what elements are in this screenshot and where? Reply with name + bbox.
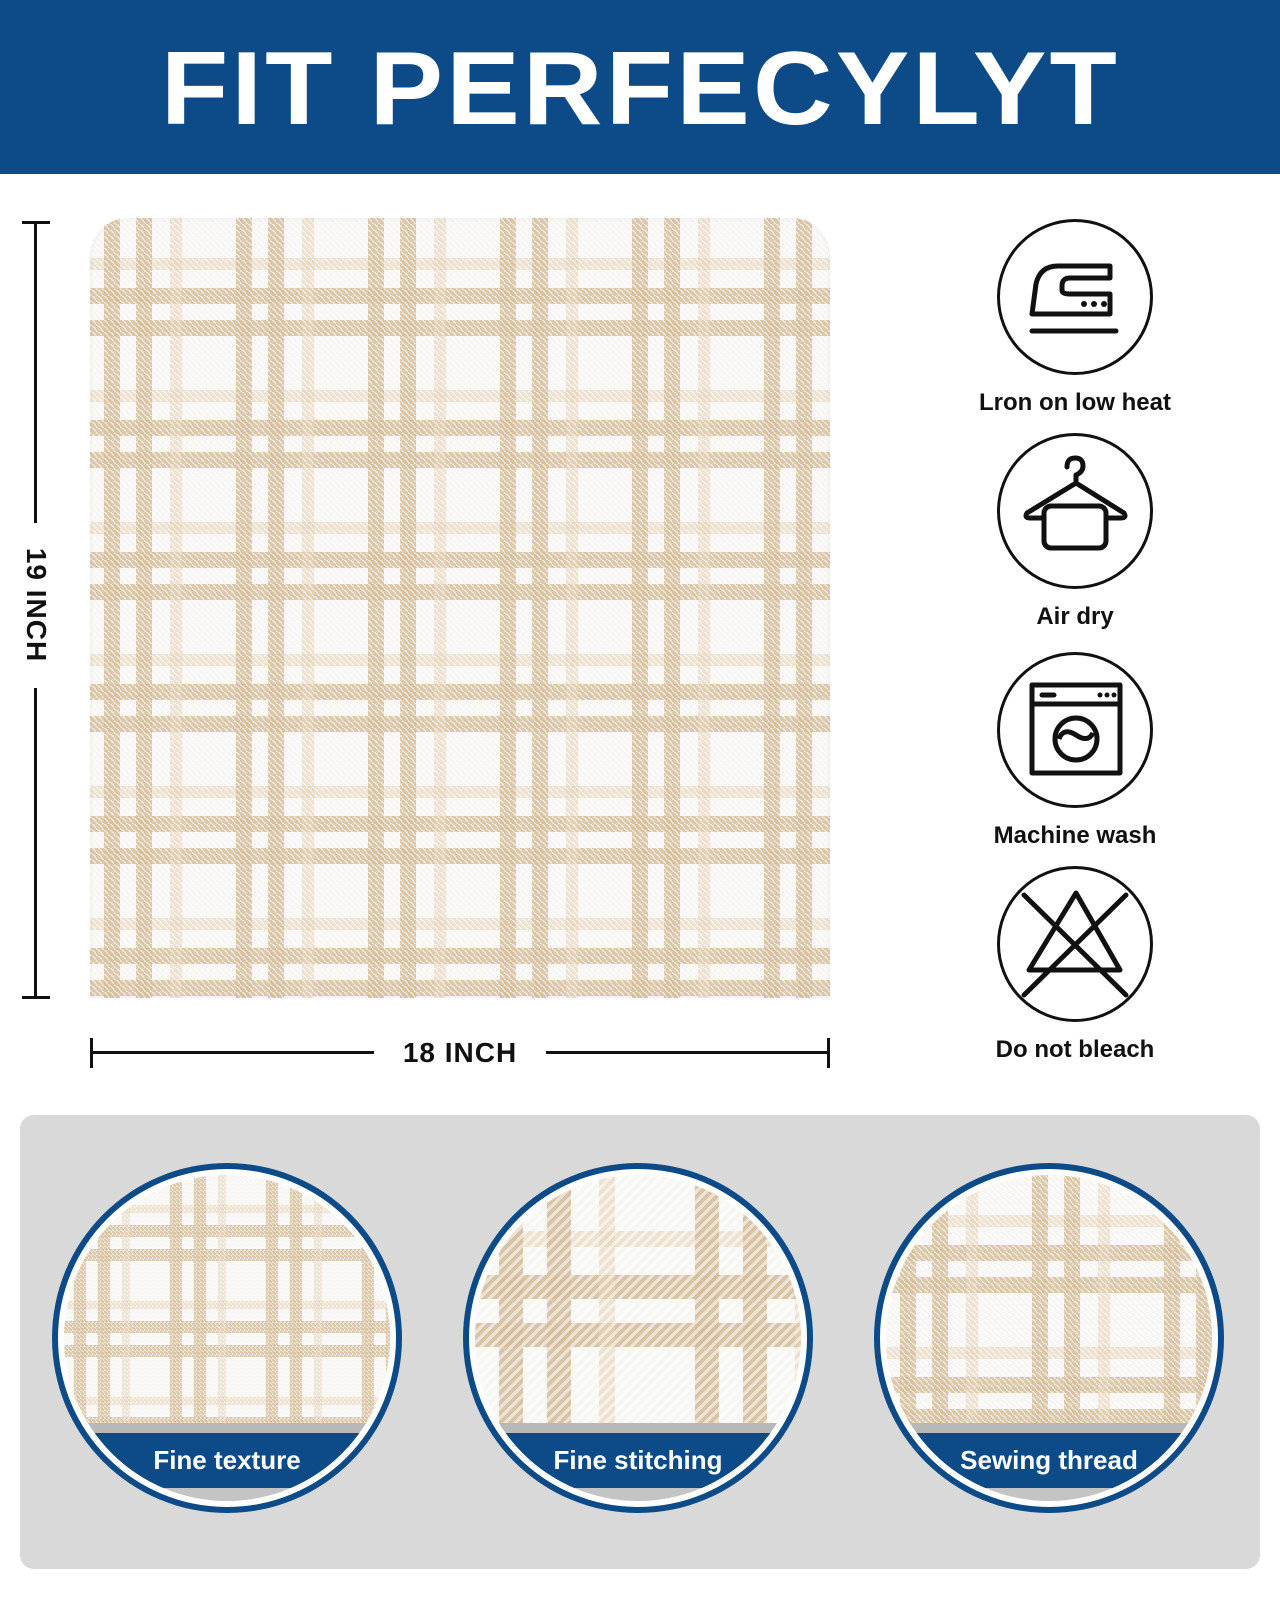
detail-label: Fine texture	[153, 1444, 301, 1475]
fabric-seam	[886, 1423, 1212, 1433]
detail-ring	[880, 1169, 1218, 1507]
detail-label-band	[64, 1433, 390, 1488]
fabric-closeup	[886, 1175, 1212, 1429]
care-item-machine-wash	[940, 652, 1210, 850]
height-dimension	[22, 221, 50, 999]
care-label: Air dry	[1036, 603, 1114, 630]
fabric-underside	[64, 1488, 390, 1501]
care-item-iron	[940, 219, 1210, 417]
no-bleach-icon	[997, 866, 1153, 1022]
dimension-line	[34, 688, 37, 999]
detail-label: Fine stitching	[553, 1444, 723, 1475]
fabric-seam	[64, 1423, 390, 1433]
care-item-no-bleach	[940, 866, 1210, 1064]
care-label: Machine wash	[993, 822, 1157, 849]
detail-label-band	[475, 1433, 801, 1488]
care-item-air-dry	[940, 433, 1210, 631]
detail-fine-texture	[52, 1163, 402, 1513]
dimension-line	[546, 1051, 830, 1054]
width-label: 18 INCH	[402, 1037, 518, 1068]
washing-machine-icon	[997, 652, 1153, 808]
dimension-line	[34, 221, 37, 523]
fabric-closeup	[64, 1175, 390, 1429]
detail-sewing-thread	[874, 1163, 1224, 1513]
width-dimension	[90, 1038, 830, 1068]
detail-photo	[64, 1175, 390, 1501]
fabric-seam	[475, 1423, 801, 1433]
page-title: FIT PERFECYLYT	[160, 31, 1120, 147]
fabric-underside	[475, 1488, 801, 1501]
dimension-cap	[827, 1038, 830, 1068]
iron-icon	[997, 219, 1153, 375]
hanger-icon	[997, 433, 1153, 589]
care-label: Lron on low heat	[979, 389, 1171, 416]
detail-photo	[475, 1175, 801, 1501]
detail-ring	[469, 1169, 807, 1507]
dimension-line	[90, 1051, 374, 1054]
care-label: Do not bleach	[995, 1036, 1155, 1063]
fabric-underside	[886, 1488, 1212, 1501]
detail-fine-stitching	[463, 1163, 813, 1513]
height-label: 19 INCH	[21, 547, 52, 663]
dimension-cap	[22, 996, 50, 999]
detail-label: Sewing thread	[960, 1444, 1138, 1475]
detail-photo	[886, 1175, 1212, 1501]
fabric-closeup	[475, 1175, 801, 1429]
cushion-image	[90, 218, 830, 998]
header-banner	[0, 0, 1280, 174]
detail-label-band	[886, 1433, 1212, 1488]
detail-ring	[58, 1169, 396, 1507]
